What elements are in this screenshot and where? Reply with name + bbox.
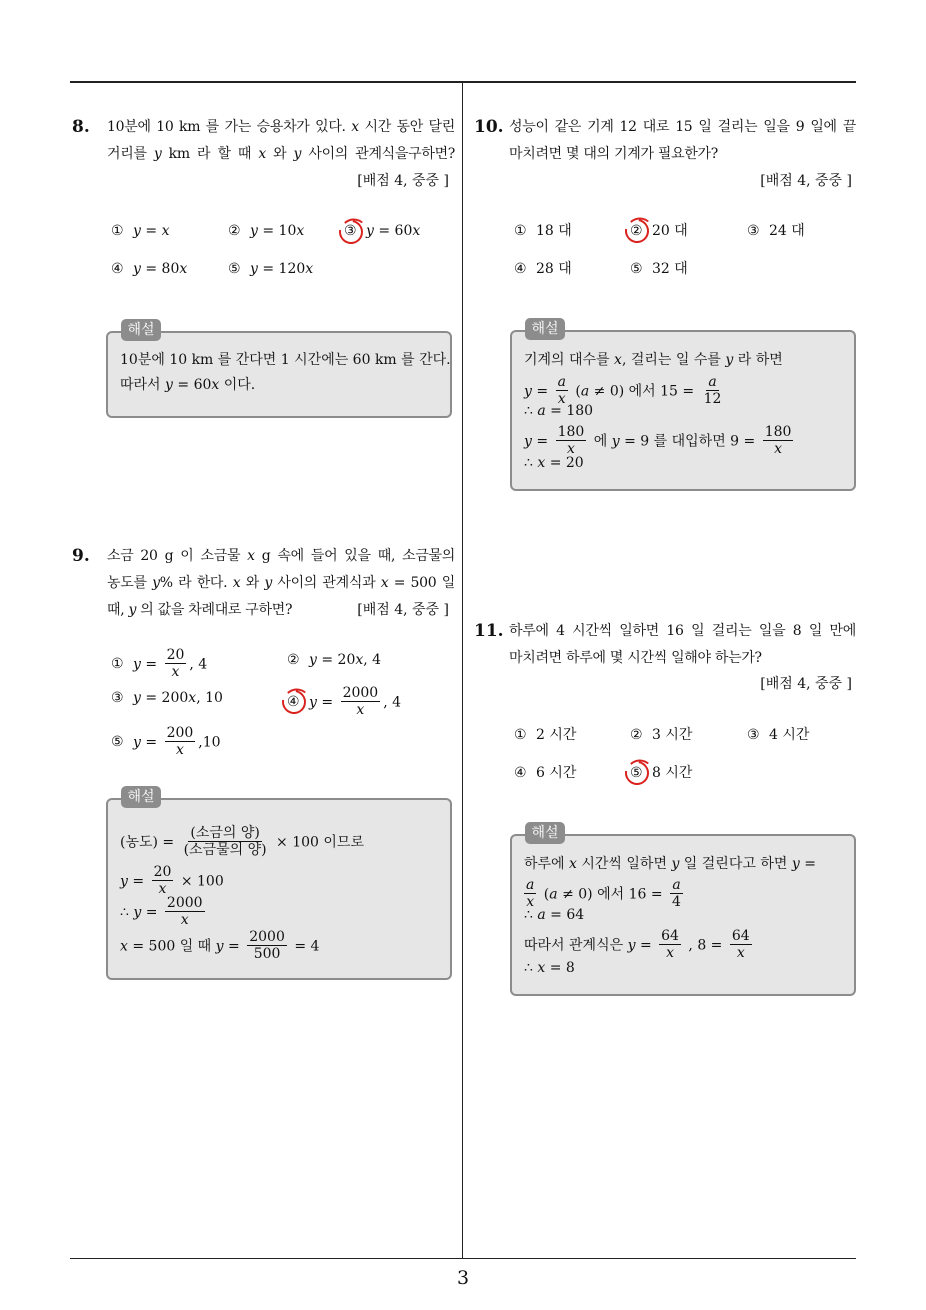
score-label: [배점 4, 중중 ] [357,602,449,618]
option-number: ③ [344,218,366,245]
fraction-denominator: x [180,912,189,929]
option-3 [747,218,805,245]
fraction-numerator: 20 [153,863,172,880]
question-text-line: 때, y 의 값을 차례대로 구하면? [107,602,293,618]
explanation-text: y = [524,382,553,399]
fraction-denominator: x [356,702,365,719]
option-text: y = [309,693,338,710]
fraction-denominator: x [557,391,566,408]
fraction-numerator: (소금의 양) [190,824,260,841]
explanation-text: , 8 = [683,936,727,953]
option-number: ① [514,222,527,239]
answer-circle-mark [334,215,367,248]
option-4 [514,760,576,787]
option-number: ① [111,655,124,672]
explanation-text: (a ≠ 0) 에서 15 = [570,382,699,399]
option-number: ③ [111,689,124,706]
bottom-rule [70,1258,856,1259]
option-text: y = [133,733,162,750]
option-text: y = x [133,223,170,239]
question-text-line: 성능이 같은 기계 12 대로 15 일 걸리는 일을 9 일에 끝 [509,118,856,135]
option-3 [111,685,223,712]
fraction-numerator: 180 [557,423,585,440]
fraction [730,928,752,963]
explanation-text: x = 500 일 때 y = [120,937,245,954]
explanation-text: (a ≠ 0) 에서 16 = [539,885,668,902]
option-text: , 4 [189,655,208,672]
fraction [341,685,381,720]
question-number: 8. [72,116,90,137]
explanation-text: 기계의 대수를 x, 걸리는 일 수를 y 라 하면 [524,351,783,368]
option-text: 32 대 [652,260,688,277]
explanation-line [524,347,783,374]
option-text: y = [133,655,162,672]
option-text: y = 10x [250,223,305,239]
option-5 [630,256,688,283]
fraction-denominator: x [774,441,783,458]
explanation-line [120,929,319,964]
question-text-line: 10분에 10 km 를 가는 승용차가 있다. x 시간 동안 달린 [107,118,455,135]
option-number: ② [630,218,652,245]
option-1 [514,218,572,245]
explanation-line [524,902,584,929]
explanation-text: 에 y = 9 를 대입하면 9 = [589,432,760,449]
option-text: ,10 [198,733,221,750]
option-number: ④ [111,261,124,277]
option-text: 28 대 [536,260,572,277]
explanation-text: ∴ y = [120,903,162,920]
explanation-line [524,851,816,878]
option-5 [111,725,221,760]
explanation-label: 해설 [121,786,161,808]
fraction-numerator: 200 [166,724,194,741]
fraction [165,647,187,682]
option-1 [111,647,207,682]
option-text: 2 시간 [536,726,577,743]
explanation-label: 해설 [525,318,565,340]
fraction-denominator: (소금물의 양) [183,842,267,859]
fraction-denominator: 500 [253,946,281,963]
explanation-line [524,398,593,425]
fraction [165,725,196,760]
option-3 [747,722,809,749]
fraction-numerator: a [672,876,681,893]
explanation-line [120,825,364,860]
fraction [152,864,174,899]
fraction-numerator: a [557,373,566,390]
question-text-line: 마치려면 하루에 몇 시간씩 일해야 하는가? [509,649,762,666]
explanation-text: (농도) = [120,833,179,850]
fraction [182,825,269,860]
question-number: 9. [72,546,90,566]
explanation-box [510,834,856,996]
option-number: ① [514,726,527,743]
option-text: y = 80x [133,261,188,277]
option-2 [630,722,692,749]
explanation-text: y = [524,432,553,449]
option-4 [287,685,401,720]
option-number: ④ [514,260,527,277]
answer-circle-mark [277,686,310,719]
answer-circle-mark [620,756,653,789]
fraction-numerator: 20 [166,646,185,663]
option-text: y = 20x, 4 [309,651,382,668]
explanation-text: = 4 [289,937,320,954]
explanation-text: 따라서 관계식은 y = [524,936,657,953]
fraction-numerator: a [708,373,717,390]
fraction-denominator: x [666,945,674,962]
explanation-line [120,895,208,930]
explanation-label: 해설 [121,319,161,341]
fraction-denominator: x [171,664,180,681]
fraction-denominator: 4 [672,894,681,911]
question-9 [70,543,455,988]
question-11 [472,618,856,1003]
question-text-line: 소금 20 g 이 소금물 x g 속에 들어 있을 때, 소금물의 [107,548,455,564]
option-text: 4 시간 [769,726,810,743]
option-number: ⑤ [630,260,643,277]
fraction-denominator: x [526,894,535,911]
option-number: ③ [747,726,760,743]
option-text: y = 60x [366,223,421,239]
explanation-text: × 100 [176,872,224,889]
option-text: 20 대 [652,222,688,239]
explanation-line [120,347,451,374]
fraction-numerator: 180 [764,423,792,440]
question-number: 10. [474,116,504,137]
explanation-box [106,798,452,980]
page-number: 3 [456,1267,470,1289]
column-divider [462,82,463,1259]
explanation-text: 10분에 10 km 를 간다면 1 시간에는 60 km 를 간다. [120,352,451,368]
explanation-text: 하루에 x 시간씩 일하면 y 일 걸린다고 하면 y = [524,855,816,872]
option-text: y = 120x [250,261,314,277]
explanation-text: ∴ x = 8 [524,959,575,976]
option-5 [228,256,313,283]
option-number: ① [111,223,124,239]
question-10 [472,114,856,499]
fraction-numerator: 2000 [342,684,379,701]
question-text-line: 거리를 y km 라 할 때 x 와 y 사이의 관계식을구하면? [107,145,455,162]
fraction-numerator: 2000 [166,894,203,911]
option-4 [514,256,572,283]
explanation-line [524,450,584,477]
option-number: ③ [747,222,760,239]
question-text-line: 하루에 4 시간씩 일하면 16 일 걸리는 일을 8 일 만에 [509,622,856,639]
fraction-numerator: 2000 [249,928,285,945]
option-text: , 4 [383,693,402,710]
fraction-denominator: 12 [703,391,722,408]
option-4 [111,256,187,283]
score-label: [배점 4, 중중 ] [760,675,852,692]
option-1 [514,722,576,749]
option-number: ② [287,651,300,668]
option-number: ⑤ [111,733,124,750]
option-text: y = 200x, 10 [133,689,223,706]
option-text: 18 대 [536,222,572,239]
explanation-line [120,864,224,899]
explanation-text: ∴ a = 64 [524,906,585,923]
explanation-text: × 100 이므로 [271,833,364,850]
option-text: 3 시간 [652,726,693,743]
fraction [247,929,287,964]
question-text-line: 마치려면 몇 대의 기계가 필요한가? [509,145,718,162]
option-text: 24 대 [769,222,805,239]
fraction-denominator: x [158,881,167,898]
option-number: ⑤ [630,760,652,787]
explanation-text: ∴ x = 20 [524,454,584,471]
option-text: 6 시간 [536,764,577,781]
option-number: ⑤ [228,261,241,277]
option-text: 8 시간 [652,764,693,781]
fraction-numerator: 64 [731,927,750,944]
option-number: ④ [287,689,309,716]
fraction [763,424,794,459]
option-2 [287,647,381,674]
explanation-box [106,331,452,418]
fraction [670,877,683,912]
fraction-denominator: x [736,945,745,962]
fraction-denominator: x [175,742,184,759]
fraction-denominator: x [566,441,575,458]
question-text-line: 농도를 y% 라 한다. x 와 y 사이의 관계식과 x = 500 일 [107,575,455,591]
explanation-box [510,330,856,491]
explanation-line [120,372,255,399]
fraction-numerator: 64 [661,927,679,944]
option-5 [630,760,692,787]
score-label: [배점 4, 중중 ] [357,172,449,189]
fraction [702,374,724,409]
option-number: ② [228,223,241,239]
option-2 [228,218,304,245]
option-3 [344,218,420,245]
question-8 [70,114,455,424]
explanation-text: ∴ a = 180 [524,402,594,419]
explanation-label: 해설 [525,822,565,844]
explanation-text: y = [120,872,149,889]
fraction [165,895,205,930]
answer-circle-mark [620,214,653,247]
fraction-numerator: a [526,876,535,893]
question-number: 11. [474,620,504,641]
fraction [659,928,681,963]
option-number: ② [630,726,643,743]
explanation-line [524,955,575,982]
explanation-text: 따라서 y = 60x 이다. [120,377,256,393]
option-2 [630,218,688,245]
score-label: [배점 4, 중중 ] [760,172,852,189]
option-1 [111,218,169,245]
option-number: ④ [514,764,527,781]
